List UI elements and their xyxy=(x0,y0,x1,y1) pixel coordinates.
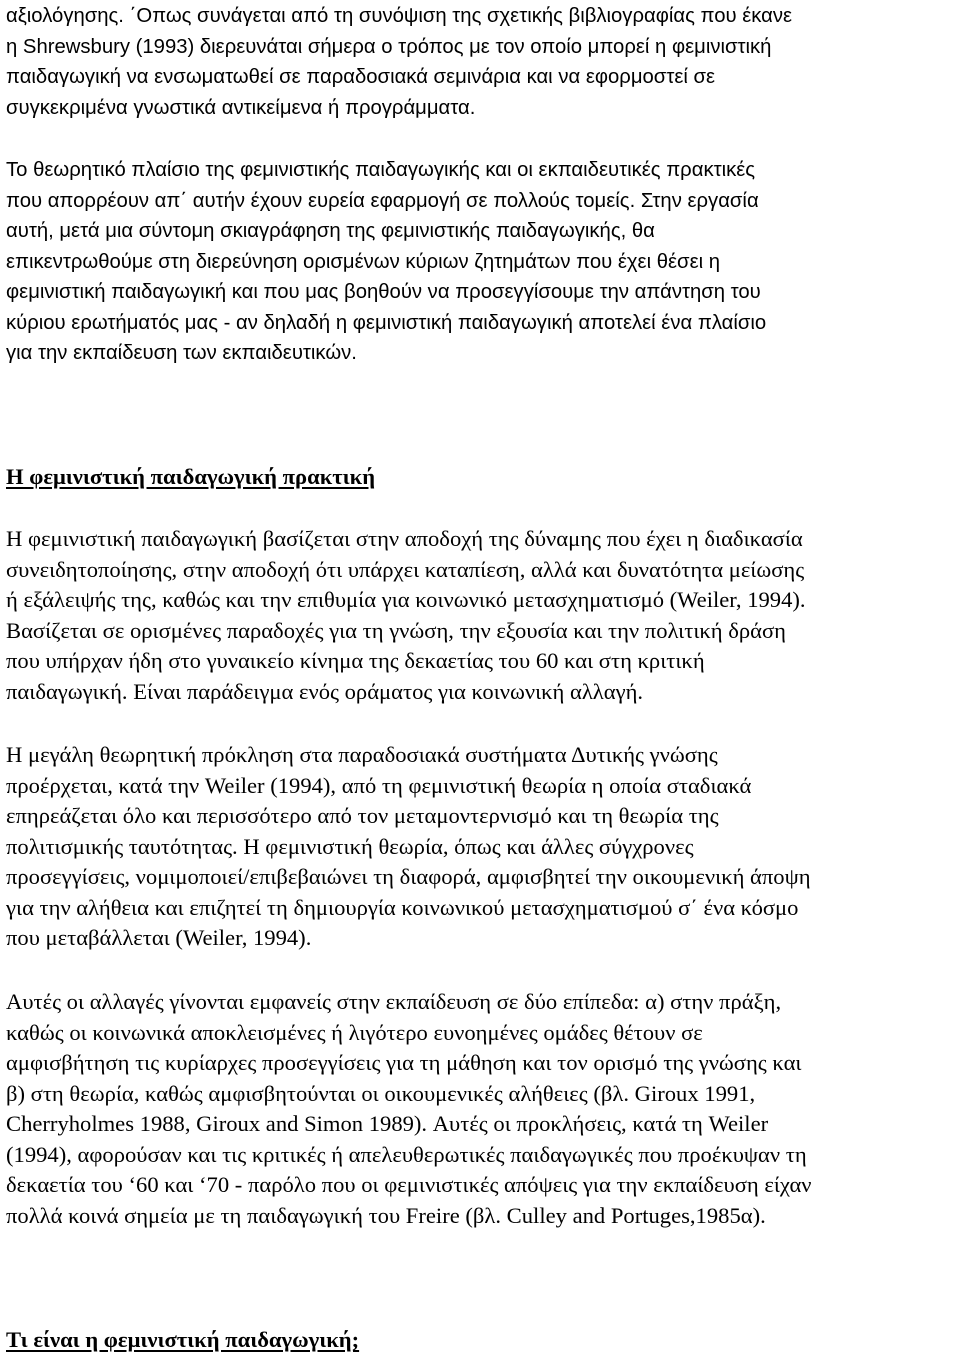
text-line: που μεταβάλλεται (Weiler, 1994). xyxy=(6,925,312,950)
text-line: Αυτές οι αλλαγές γίνονται εμφανείς στην εκπαίδευση σε δύο επίπεδα: α) στην πράξη, xyxy=(6,989,782,1014)
text-line: που υπήρχαν ήδη στο γυναικείο κίνημα της δεκαετίας του 60 και στη κριτική xyxy=(6,648,705,673)
text-line: ή εξάλειψής της, καθώς και την επιθυμία για κοινωνικό μετασχηματισμό (Weiler, 1994). xyxy=(6,587,806,612)
text-line: κύριου ερωτήματός μας - αν δηλαδή η φεμινιστική παιδαγωγική αποτελεί ένα πλαίσιο xyxy=(6,311,767,334)
text-line: πολιτισμικής ταυτότητας. Η φεμινιστική θεωρία, όπως και άλλες σύγχρονες xyxy=(6,833,694,859)
text-line: προέρχεται, κατά την Weiler (1994), από τη φεμινιστική θεωρία η οποία σταδιακά xyxy=(6,772,752,798)
text-line: Βασίζεται σε ορισμένες παραδοχές για τη γνώση, την εξουσία και την πολιτική δράση xyxy=(6,617,787,643)
text-line: προσεγγίσεις, νομιμοποιεί/επιβεβαιώνει τη διαφορά, αμφισβητεί την οικουμενική άποψη xyxy=(6,864,811,889)
text-line: αυτή, μετά μια σύντομη σκιαγράφηση της φεμινιστικής παιδαγωγικής, θα xyxy=(6,220,655,242)
text-line: για την εκπαίδευση των εκπαιδευτικών. xyxy=(6,342,357,364)
text-line: φεμινιστική παιδαγωγική και που μας βοηθούν να προσεγγίσουμε την απάντηση του xyxy=(6,281,761,303)
text-line: καθώς οι κοινωνικά αποκλεισμένες ή λιγότερο ευνοημένες ομάδες θέτουν σε xyxy=(6,1019,703,1045)
text-line: δεκαετία του ‘60 και ‘70 - παρόλο που οι φεμινιστικές απόψεις για την εκπαίδευση είχαν xyxy=(6,1172,812,1197)
text-line: αμφισβήτηση τις κυρίαρχες προσεγγίσεις για τη μάθηση και τον ορισμό της γνώσης και xyxy=(6,1050,802,1075)
intro-paragraph-1 xyxy=(6,1,792,123)
text-line: β) στη θεωρία, καθώς αμφισβητούνται οι οικουμενικές αλήθειες (βλ. Giroux 1991, xyxy=(6,1080,756,1106)
text-line: Cherryholmes 1988, Giroux and Simon 1989). Αυτές οι προκλήσεις, κατά τη Weiler xyxy=(6,1111,769,1136)
text-line: συνειδητοποίησης, στην αποδοχή ότι υπάρχει καταπίεση, αλλά και δυνατότητα μείωσης xyxy=(6,556,805,582)
text-line: αξιολόγησης. ΄Οπως συνάγεται από τη συνόψιση της σχετικής βιβλιογραφίας που έκανε xyxy=(6,5,793,27)
section-heading-practice: Η φεμινιστική παιδαγωγική πρακτική xyxy=(6,464,376,489)
text-line: (1994), αφορούσαν και τις κριτικές ή απελευθερωτικές παιδαγωγικές που προέκυψαν τη xyxy=(6,1141,807,1167)
text-line: Η φεμινιστική παιδαγωγική βασίζεται στην αποδοχή της δύναμης που έχει η διαδικασία xyxy=(6,526,803,551)
text-line: πολλά κοινά σημεία με τη παιδαγωγική του Freire (βλ. Culley and Portuges,1985α). xyxy=(6,1202,766,1228)
text-line: συγκεκριμένα γνωστικά αντικείμενα ή προγράμματα. xyxy=(6,96,476,119)
text-line: η Shrewsbury (1993) διερευνάται σήμερα ο τρόπος με τον οποίο μπορεί η φεμινιστική xyxy=(6,35,772,58)
text-line: παιδαγωγική. Είναι παράδειγμα ενός οράματος για κοινωνική αλλαγή. xyxy=(6,678,644,704)
text-line: για την αλήθεια και επιζητεί τη δημιουργία κοινωνικού μετασχηματισμού σ΄ ένα κόσμο xyxy=(6,894,799,920)
text-line: Η μεγάλη θεωρητική πρόκληση στα παραδοσιακά συστήματα Δυτικής γνώσης xyxy=(6,742,718,767)
section-heading-what-is: Τι είναι η φεμινιστική παιδαγωγική; xyxy=(6,1327,360,1352)
text-line: επηρεάζεται όλο και περισσότερο από τον μεταμοντερνισμό και τη θεωρία της xyxy=(6,803,719,828)
text-line: επικεντρωθούμε στη διερεύνηση ορισμένων κύριων ζητημάτων που έχει θέσει η xyxy=(6,250,721,273)
intro-paragraph-2 xyxy=(6,155,766,369)
section-paragraph-2 xyxy=(6,740,811,954)
text-line: Το θεωρητικό πλαίσιο της φεμινιστικής παιδαγωγικής και οι εκπαιδευτικές πρακτικές xyxy=(6,159,756,181)
section-paragraph-3 xyxy=(6,987,812,1231)
text-line: που απορρέουν απ΄ αυτήν έχουν ευρεία εφαρμογή σε πολλούς τομείς. Στην εργασία xyxy=(6,189,759,212)
text-line: παιδαγωγική να ενσωματωθεί σε παραδοσιακά σεμινάρια και να εφορμοστεί σε xyxy=(6,66,716,88)
section-paragraph-1 xyxy=(6,524,806,707)
